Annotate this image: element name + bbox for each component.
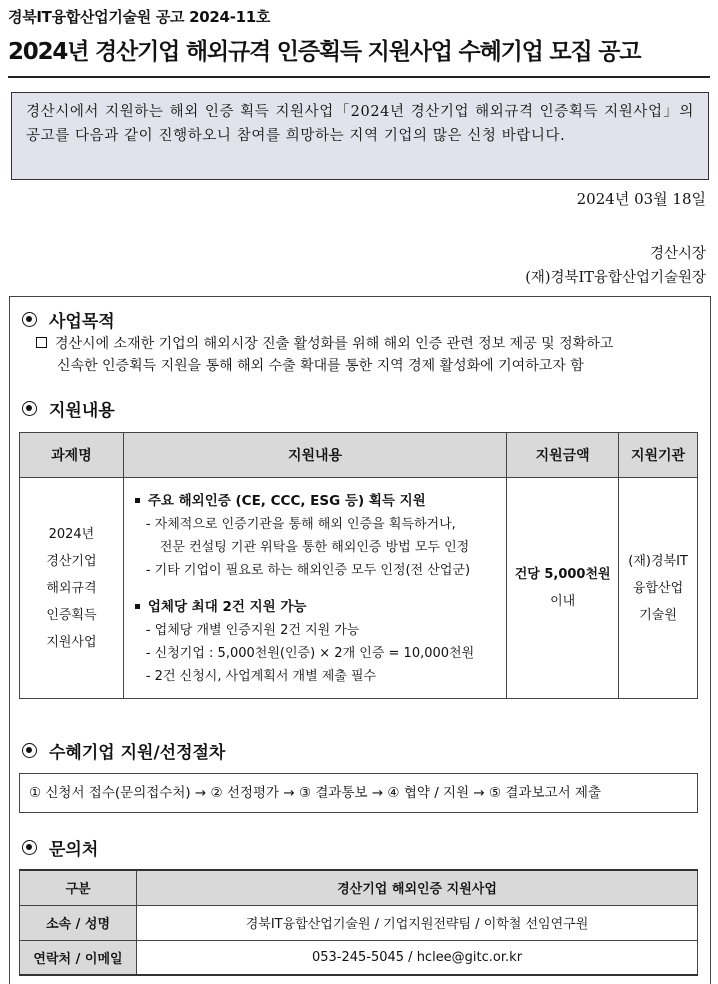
- org-line: 융합산업: [632, 580, 684, 596]
- section-contact-heading: [22, 835, 98, 860]
- circle-bullet-icon: [22, 743, 37, 758]
- content-line: 전문 컨설팅 기관 위탁을 통한 해외인증 방법 모두 인정: [159, 540, 470, 555]
- announcement-date: 2024년 03월 18일: [576, 190, 706, 208]
- support-table: [19, 432, 698, 699]
- intro-box: 경산시에서 지원하는 해외 인증 획득 지원사업「2024년 경산기업 해외규격 인증획득 지원사업」의 공고를 다음과 같이 진행하오니 참여를 희망하는 지역 기업의 많은 신청 바랍니다.: [11, 92, 709, 180]
- content-line: - 신청기업 : 5,000천원(인증) × 2개 인증 = 10,000천원: [145, 646, 475, 661]
- contact-col-program: 경산기업 해외인증 지원사업: [137, 870, 698, 905]
- page-title: 2024년 경산기업 해외규격 인증획득 지원사업 수혜기업 모집 공고: [8, 39, 641, 65]
- amount-line: 이내: [550, 594, 576, 609]
- circle-bullet-icon: [22, 840, 37, 855]
- contact-col-category: 구분: [20, 870, 137, 905]
- task-line: 2024년: [48, 526, 95, 542]
- section-support-heading: [22, 396, 115, 421]
- col-task: 과제명: [20, 433, 124, 478]
- process-steps: ① 신청서 접수(문의접수처) → ② 선정평가 → ③ 결과통보 → ④ 협약 / 지원 → ⑤ 결과보고서 제출: [19, 773, 698, 813]
- task-line: 지원사업: [46, 634, 97, 650]
- support-org-cell: [619, 478, 698, 699]
- section-contact-title: 문의처: [49, 840, 99, 860]
- issuer-line-1: 경산시장: [649, 246, 706, 262]
- section-process-title: 수혜기업 지원/선정절차: [49, 743, 226, 763]
- section-support-title: 지원내용: [49, 401, 115, 421]
- contact-row-label: 소속 / 성명: [20, 905, 137, 940]
- section-purpose-heading: [22, 307, 115, 332]
- support-amount-cell: [507, 478, 619, 699]
- org-line: (재)경북IT: [628, 553, 688, 569]
- task-line: 경산기업: [46, 553, 97, 569]
- purpose-line-2: 신속한 인증획득 지원을 통해 해외 수출 확대를 통한 지역 경제 활성화에 기여하고자 함: [57, 358, 584, 374]
- support-content-cell: [123, 478, 506, 699]
- purpose-text: [36, 333, 700, 377]
- issuer-line-2: (재)경북IT융합산업기술원장: [525, 270, 706, 286]
- contact-table-header: [20, 870, 698, 905]
- checkbox-icon: [36, 337, 47, 348]
- content-line: - 2건 신청시, 사업계획서 개별 제출 필수: [145, 669, 377, 684]
- contact-row-label: 연락처 / 이메일: [20, 940, 137, 975]
- content-line: - 기타 기업이 필요로 하는 해외인증 모두 인정(전 산업군): [145, 563, 471, 578]
- col-content: 지원내용: [123, 433, 506, 478]
- table-row: [20, 905, 698, 940]
- content-heading-2: 업체당 최대 2건 지원 가능: [147, 599, 307, 615]
- contact-table: [19, 869, 698, 976]
- notice-number: 경북IT융합산업기술원 공고 2024-11호: [8, 8, 271, 26]
- task-line: 해외규격: [46, 580, 97, 596]
- content-line: - 자체적으로 인증기관을 통해 해외 인증을 획득하거나,: [145, 517, 456, 532]
- amount-line: 건당 5,000천원: [514, 567, 611, 582]
- task-line: 인증획득: [46, 607, 97, 623]
- org-line: 기술원: [639, 607, 677, 623]
- square-bullet-icon: [135, 498, 140, 503]
- col-org: 지원기관: [619, 433, 698, 478]
- support-table-header: [20, 433, 698, 478]
- task-name-cell: [20, 478, 124, 699]
- circle-bullet-icon: [22, 312, 37, 327]
- content-heading-1: 주요 해외인증 (CE, CCC, ESG 등) 획득 지원: [147, 493, 426, 509]
- contact-row-value: 053-245-5045 / hclee@gitc.or.kr: [137, 940, 698, 975]
- square-bullet-icon: [135, 604, 140, 609]
- purpose-line-1: 경산시에 소재한 기업의 해외시장 진출 활성화를 위해 해외 인증 관련 정보 제공 및 정확하고: [55, 336, 614, 352]
- circle-bullet-icon: [22, 401, 37, 416]
- title-divider: [8, 76, 710, 78]
- issuer: [525, 242, 706, 290]
- section-purpose-title: 사업목적: [49, 312, 115, 332]
- support-table-row: [20, 478, 698, 699]
- content-line: - 업체당 개별 인증지원 2건 지원 가능: [145, 623, 360, 638]
- section-process-heading: [22, 738, 225, 763]
- contact-row-value: 경북IT융합산업기술원 / 기업지원전략팀 / 이학철 선임연구원: [137, 905, 698, 940]
- col-amount: 지원금액: [507, 433, 619, 478]
- table-row: [20, 940, 698, 975]
